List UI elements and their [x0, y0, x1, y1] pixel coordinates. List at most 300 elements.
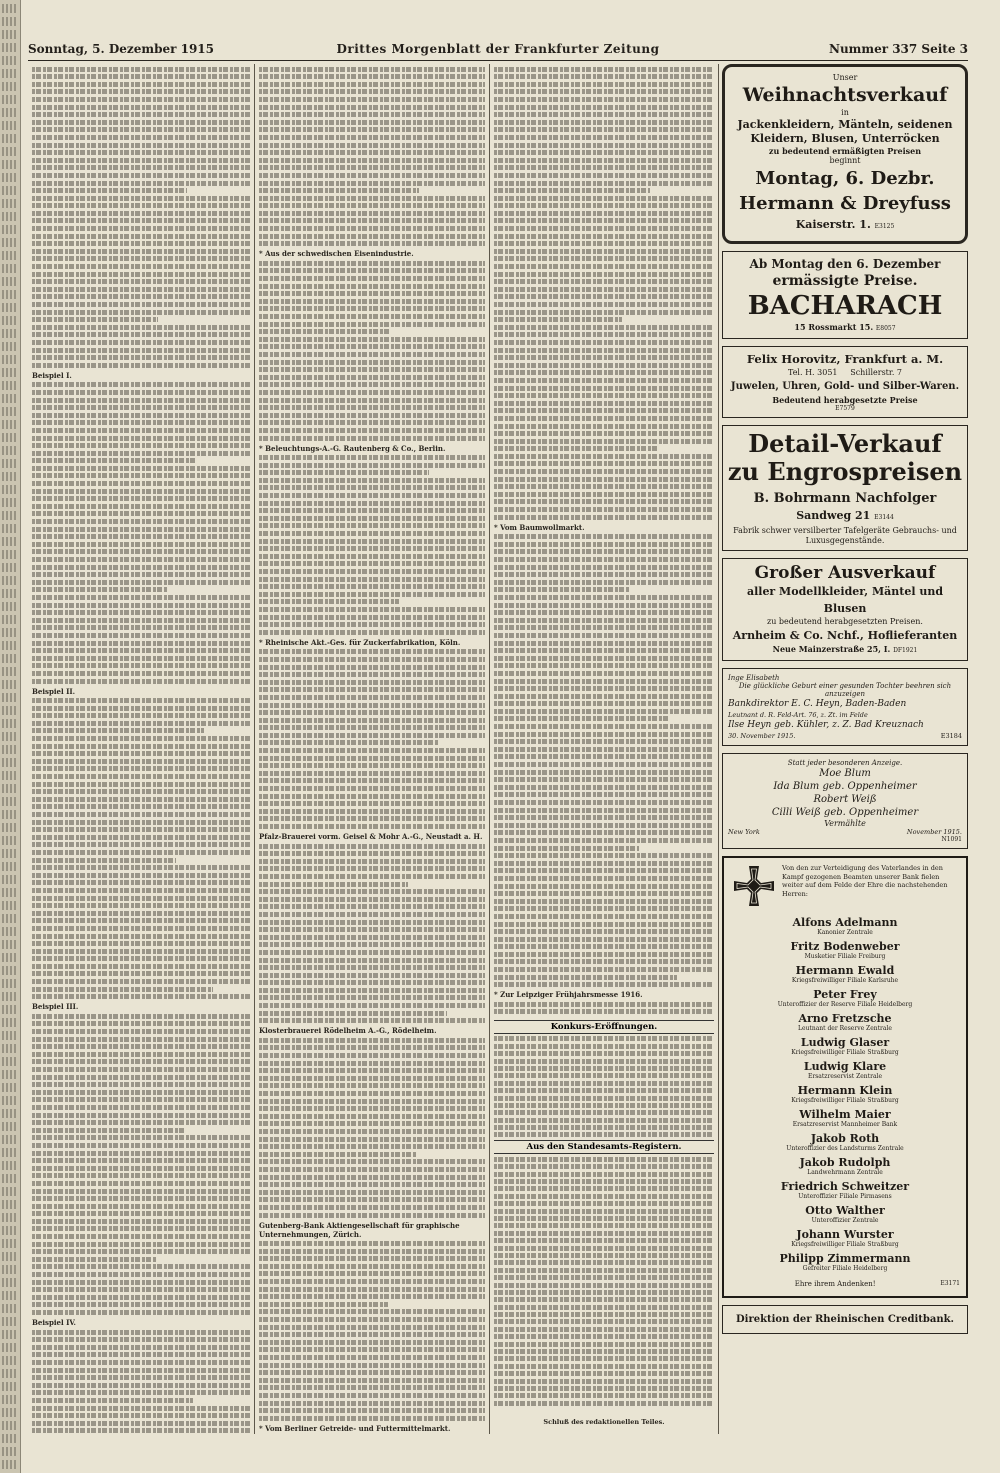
text-line [494, 1194, 714, 1199]
text-line [2, 1278, 18, 1287]
text-line [32, 1151, 250, 1156]
text-line [494, 1260, 714, 1265]
text-line [259, 801, 485, 806]
ad-text: zu bedeutend ermäßigten Preisen [768, 146, 922, 156]
text-line [32, 165, 250, 170]
text-line [32, 1014, 250, 1019]
text-line [32, 428, 250, 433]
text-line [32, 135, 250, 140]
article-heading: Beispiel I. [32, 370, 72, 380]
article-heading: Beispiel II. [32, 686, 76, 696]
text-line [32, 112, 250, 117]
text-line [494, 1283, 714, 1288]
text-line [32, 317, 158, 322]
text-line [32, 451, 250, 456]
text-line [32, 256, 250, 261]
text-line [494, 461, 714, 466]
text-line [494, 332, 714, 337]
text-line [32, 127, 250, 132]
article-heading: * Vom Baumwollmarkt. [494, 522, 585, 532]
text-line [259, 851, 485, 856]
text-line [259, 592, 485, 597]
text-line [259, 211, 485, 216]
text-line [32, 340, 250, 345]
text-line [259, 927, 485, 932]
text-line [259, 824, 485, 829]
text-line [32, 1352, 250, 1357]
ad-text: Fabrik schwer versilberter Tafelgeräte Gebrauchs- und Luxusgegenstände. [733, 526, 957, 545]
text-line [259, 607, 485, 612]
text-line [32, 549, 250, 554]
text-line [494, 785, 714, 790]
text-line [494, 679, 714, 684]
text-line [32, 603, 250, 608]
text-line [32, 173, 250, 178]
article-heading: Klosterbrauerei Rödelheim A.-G., Rödelheim. [259, 1026, 437, 1036]
text-line [2, 134, 18, 143]
text-line [2, 602, 18, 611]
text-line [494, 89, 714, 94]
text-line [2, 1005, 18, 1014]
text-line [2, 1369, 18, 1378]
text-line [494, 1186, 714, 1191]
text-line [259, 920, 485, 925]
text-line [259, 577, 485, 582]
text-line [32, 348, 250, 353]
fallen-name: Wilhelm Maier [799, 1108, 891, 1121]
text-line [494, 967, 714, 972]
text-line [259, 1114, 485, 1119]
text-line [32, 355, 250, 360]
text-line [32, 557, 250, 562]
text-line [494, 595, 714, 600]
text-line [494, 580, 714, 585]
text-line [32, 420, 250, 425]
text-line [494, 1349, 714, 1354]
text-line [259, 89, 485, 94]
text-line [259, 778, 485, 783]
issue-number: Nummer 337 Seite 3 [828, 42, 968, 56]
text-line [259, 1249, 485, 1254]
memorial-signature: Direktion der Rheinischen Creditbank. [722, 1305, 968, 1334]
text-line [2, 1135, 18, 1144]
text-line [32, 473, 250, 478]
ad-text: ermässigte Preise. [772, 273, 918, 289]
text-line [2, 368, 18, 377]
text-line [494, 181, 714, 186]
text-line [32, 804, 250, 809]
text-line [32, 481, 250, 486]
ad-text: Bedeutend herabgesetzte Preise [772, 395, 918, 405]
text-line [494, 1356, 714, 1361]
text-line [2, 992, 18, 1001]
text-line [259, 420, 485, 425]
text-line [2, 472, 18, 481]
text-line [2, 459, 18, 468]
text-line [2, 537, 18, 546]
text-line [259, 1121, 485, 1126]
fallen-rank: Landwehrmann Zentrale [807, 1169, 883, 1176]
text-line [2, 641, 18, 650]
text-line [32, 656, 250, 661]
fallen-name: Peter Frey [813, 988, 877, 1001]
text-line [494, 792, 714, 797]
text-line [259, 1182, 485, 1187]
text-line [494, 1110, 714, 1115]
article-heading: * Aus der schwedischen Eisenindustrie. [259, 249, 414, 259]
text-line [32, 466, 250, 471]
text-line [494, 1327, 714, 1332]
fallen-name: Johann Wurster [796, 1228, 894, 1241]
text-line [2, 1109, 18, 1118]
text-line [32, 941, 250, 946]
text-line [2, 1408, 18, 1417]
text-line [494, 1319, 714, 1324]
ad-bacharach [722, 251, 968, 339]
text-line [2, 1447, 18, 1456]
text-line [32, 633, 250, 638]
text-line [259, 306, 485, 311]
article-heading: * Zur Leipziger Frühjahrsmesse 1916. [494, 990, 643, 1000]
ad-bohrmann [722, 425, 968, 551]
text-line [494, 492, 714, 497]
text-line [259, 241, 485, 246]
text-line [494, 120, 714, 125]
text-line [494, 853, 714, 858]
text-line [32, 934, 250, 939]
text-line [259, 1355, 485, 1360]
text-line [259, 1416, 485, 1421]
text-line [494, 67, 714, 72]
text-line [32, 782, 250, 787]
text-line [32, 595, 250, 600]
text-line [494, 454, 714, 459]
text-line [2, 1161, 18, 1170]
text-line [259, 866, 485, 871]
column-rule [489, 64, 490, 1434]
text-line [259, 630, 485, 635]
text-line [2, 1031, 18, 1040]
fallen-name: Friedrich Schweitzer [780, 1180, 910, 1193]
text-line [2, 589, 18, 598]
text-line [494, 899, 714, 904]
text-line [2, 849, 18, 858]
text-line [259, 569, 485, 574]
text-line [494, 982, 714, 987]
text-line [259, 360, 485, 365]
text-line [2, 251, 18, 260]
text-line [2, 979, 18, 988]
announcement-text: Die glückliche Geburt einer gesunden Tochter beehren sich anzuzeigen [738, 682, 952, 698]
text-line [259, 531, 485, 536]
text-line [32, 294, 250, 299]
text-line [494, 625, 714, 630]
text-line [32, 1337, 250, 1342]
text-line [494, 1118, 714, 1123]
text-line [494, 1002, 714, 1007]
text-line [32, 527, 250, 532]
text-line [2, 1018, 18, 1027]
ad-text: Ab Montag den 6. Dezember [749, 257, 941, 271]
ad-text: Jackenkleidern, Mänteln, seidenen Kleidern, Blusen, Unterröcken [737, 118, 953, 145]
article-heading: Gutenberg-Bank Aktiengesellschaft für graphische Unternehmungen, Zürich. [259, 1220, 460, 1239]
ad-text: zu bedeutend herabgesetzten Preisen. [767, 617, 923, 626]
text-line [2, 160, 18, 169]
text-line [259, 329, 390, 334]
memorial-footer: Ehre ihrem Andenken! E3171 [794, 1280, 960, 1288]
text-line [32, 1383, 250, 1388]
text-line [494, 105, 714, 110]
text-line [2, 212, 18, 221]
text-line [494, 484, 714, 489]
ad-contact: Tel. H. 3051 Schillerstr. 7 [787, 368, 903, 377]
text-line [2, 108, 18, 117]
text-line [494, 641, 714, 646]
text-line [32, 302, 250, 307]
text-line [32, 241, 250, 246]
text-line [2, 1096, 18, 1105]
text-line [32, 143, 250, 148]
text-line [32, 1398, 193, 1403]
text-line [32, 679, 250, 684]
fallen-rank: Gefreiter Filiale Heidelberg [802, 1265, 888, 1272]
fallen-rank: Unteroffizier des Landsturms Zentrale [786, 1145, 904, 1152]
text-line [259, 958, 485, 963]
text-line [32, 1052, 250, 1057]
text-line [259, 299, 485, 304]
text-line [32, 234, 250, 239]
text-line [2, 290, 18, 299]
text-line [494, 671, 714, 676]
announcement-label: Vermählte [824, 819, 866, 828]
text-line [259, 1091, 485, 1096]
text-line [32, 264, 250, 269]
text-line [259, 501, 485, 506]
text-line [494, 1379, 714, 1384]
text-line [259, 150, 485, 155]
text-line [32, 671, 250, 676]
text-line [494, 469, 714, 474]
text-line [2, 654, 18, 663]
text-line [2, 381, 18, 390]
text-line [259, 67, 485, 72]
announcement-date: 30. November 1915. E3184 [728, 732, 962, 740]
text-line [32, 287, 250, 292]
text-line [259, 695, 485, 700]
text-line [2, 121, 18, 130]
text-line [494, 188, 650, 193]
text-line [32, 911, 250, 916]
text-line [259, 657, 485, 662]
text-line [494, 279, 714, 284]
text-line [259, 1378, 485, 1383]
fallen-name: Alfons Adelmann [792, 916, 898, 929]
text-line [259, 352, 485, 357]
text-line [259, 382, 485, 387]
text-line [32, 1181, 250, 1186]
text-line [2, 30, 18, 39]
text-line [259, 344, 485, 349]
text-line [259, 436, 485, 441]
masthead [28, 42, 968, 61]
ad-company: Felix Horovitz, Frankfurt a. M. [746, 352, 944, 366]
text-line [494, 1312, 714, 1317]
text-line [32, 97, 250, 102]
fallen-name: Arno Fretzsche [798, 1012, 892, 1025]
text-line [32, 610, 250, 615]
text-line [259, 188, 419, 193]
text-line [494, 150, 714, 155]
text-line [494, 1253, 714, 1258]
text-line [32, 728, 204, 733]
text-line [259, 218, 485, 223]
text-line [2, 823, 18, 832]
text-line [2, 17, 18, 26]
text-line [32, 880, 250, 885]
text-line [494, 754, 714, 759]
text-line [259, 786, 485, 791]
ad-text: beginnt [829, 156, 861, 165]
text-line [494, 1073, 714, 1078]
person-name: Robert Weiß [813, 794, 877, 805]
text-line [32, 413, 250, 418]
fallen-rank: Kriegsfreiwilliger Filiale Straßburg [791, 1049, 899, 1056]
text-line [259, 649, 485, 654]
text-line [32, 1264, 250, 1269]
text-line [32, 436, 250, 441]
text-line [494, 808, 714, 813]
text-line [494, 1268, 714, 1273]
text-line [32, 218, 250, 223]
text-line [259, 165, 485, 170]
text-line [259, 680, 485, 685]
newspaper-title: Drittes Morgenblatt der Frankfurter Zeitung [336, 42, 660, 56]
text-line [494, 663, 714, 668]
fallen-rank: Ersatzreservist Zentrale [807, 1073, 882, 1080]
text-line [32, 1196, 250, 1201]
text-line [32, 964, 250, 969]
text-line [259, 794, 485, 799]
text-line [494, 408, 714, 413]
text-line [259, 74, 485, 79]
fallen-rank: Ersatzreservist Mannheimer Bank [792, 1121, 898, 1128]
text-line [494, 416, 714, 421]
text-line [494, 1103, 714, 1108]
text-line [259, 97, 485, 102]
text-line [2, 1421, 18, 1430]
wedding-announcement [722, 753, 968, 849]
text-line [494, 1066, 714, 1071]
text-line [2, 888, 18, 897]
text-line [259, 1018, 485, 1023]
text-line [2, 953, 18, 962]
text-line [32, 382, 250, 387]
text-line [259, 1205, 485, 1210]
text-line [2, 1330, 18, 1339]
text-line [32, 1075, 250, 1080]
text-line [2, 446, 18, 455]
text-line [2, 927, 18, 936]
text-line [494, 587, 630, 592]
text-line [259, 874, 485, 879]
text-line [494, 694, 714, 699]
text-line [2, 1304, 18, 1313]
text-line [32, 774, 250, 779]
parent-name: Bankdirektor E. C. Heyn, Baden-Baden [728, 699, 907, 709]
text-line [32, 1413, 250, 1418]
parent-detail: Leutnant d. R. Feld-Art. 76, z. Zt. im Felde [728, 711, 868, 719]
text-line [32, 873, 250, 878]
text-line [32, 987, 213, 992]
fallen-name: Ludwig Klare [803, 1060, 887, 1073]
ad-date: Montag, 6. Dezbr. [755, 168, 935, 189]
birth-announcement [722, 668, 968, 746]
text-line [259, 950, 485, 955]
text-line [494, 739, 714, 744]
text-line [494, 557, 714, 562]
text-line [32, 812, 250, 817]
text-line [494, 317, 622, 322]
text-line [32, 489, 250, 494]
text-line [32, 105, 250, 110]
text-line [494, 515, 714, 520]
text-line [2, 1174, 18, 1183]
text-line [494, 431, 714, 436]
text-line [32, 663, 250, 668]
text-line [494, 823, 714, 828]
text-line [2, 225, 18, 234]
text-line [2, 719, 18, 728]
text-line [32, 797, 250, 802]
column-2 [259, 64, 485, 1434]
text-line [259, 203, 485, 208]
text-line [2, 1083, 18, 1092]
person-name: Moe Blum [819, 768, 871, 779]
text-line [259, 1190, 485, 1195]
text-line [494, 906, 714, 911]
text-line [259, 1175, 485, 1180]
text-line [32, 249, 250, 254]
text-line [259, 1106, 485, 1111]
text-line [32, 1272, 250, 1277]
text-line [32, 713, 250, 718]
text-line [494, 603, 714, 608]
text-line [32, 1166, 250, 1171]
text-line [494, 747, 714, 752]
text-line [259, 973, 485, 978]
text-line [259, 1393, 485, 1398]
text-line [32, 1257, 156, 1262]
text-line [494, 1157, 714, 1162]
text-line [259, 1129, 485, 1134]
text-line [32, 390, 250, 395]
text-line [32, 1211, 250, 1216]
text-line [494, 618, 714, 623]
text-line [259, 816, 485, 821]
text-line [259, 1144, 485, 1149]
text-line [2, 732, 18, 741]
text-line [2, 56, 18, 65]
text-line [259, 1197, 485, 1202]
text-line [32, 325, 250, 330]
text-line [259, 599, 399, 604]
parent-name: Ilse Heyn geb. Kühler, z. Z. Bad Kreuznach [728, 720, 924, 730]
text-line [2, 1226, 18, 1235]
text-line [32, 1242, 250, 1247]
text-line [259, 337, 485, 342]
text-line [494, 127, 714, 132]
article-heading: Pfalz-Brauerei vorm. Geisel & Mohr A.-G., Neustadt a. H. [259, 832, 483, 841]
